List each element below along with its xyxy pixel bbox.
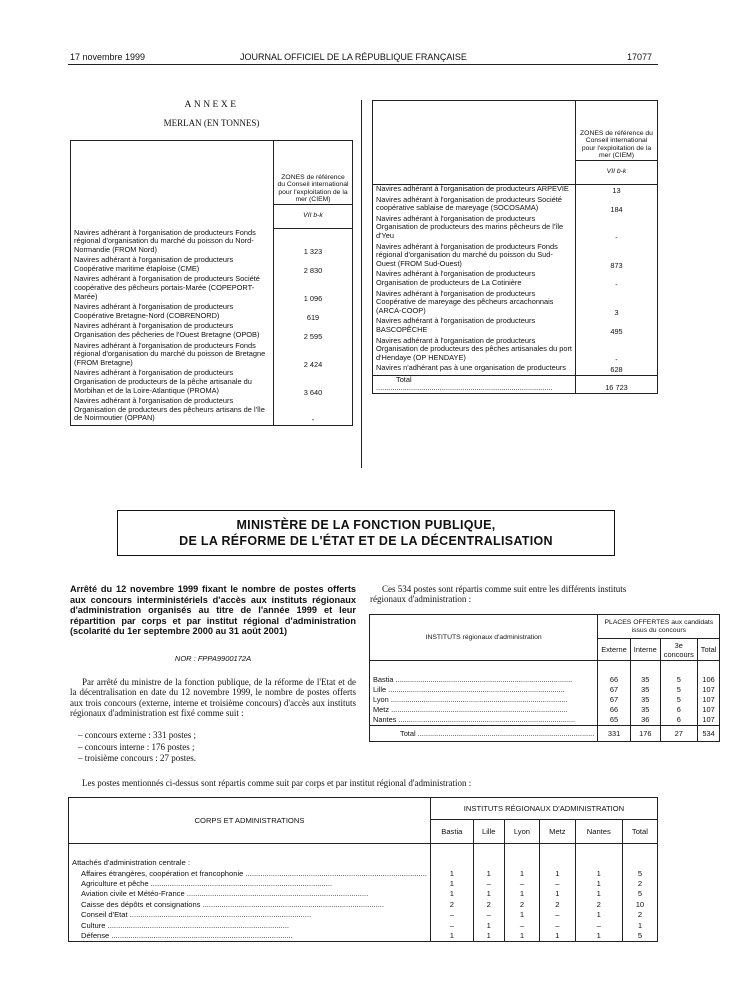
cell-value: 1 <box>540 868 576 878</box>
row-label: Navires adhérant à l'organisation de producteurs Coopérative maritime étaploise (CME) <box>71 256 274 275</box>
col-total: Total <box>622 820 657 844</box>
table-row <box>69 878 658 888</box>
row-value: 3 640 <box>274 369 353 397</box>
places-total-label: Total ..... <box>370 725 598 741</box>
cell-value: 1 <box>430 878 473 888</box>
cell-value: 1 <box>430 930 473 941</box>
cell-value: 1 <box>575 889 622 899</box>
cell-value: 1 <box>430 868 473 878</box>
table-row <box>71 369 353 397</box>
row-value: 873 <box>576 243 658 271</box>
table-row <box>370 715 720 726</box>
cell-value: 1 <box>575 930 622 941</box>
cell-value: 107 <box>697 705 720 715</box>
cell-value: 1 <box>540 889 576 899</box>
col-metz: Metz <box>540 820 576 844</box>
total-value: 16 723 <box>576 375 658 393</box>
col-3e-concours: 3e concours <box>660 639 697 661</box>
table-row <box>370 685 720 695</box>
row-value: - <box>576 215 658 243</box>
row-label: Navires adhérant à l'organisation de producteurs Organisation de producteurs de la pêche artisanale du Morbihan et de la Loire-Atlantique (PROMA) <box>71 369 274 397</box>
annex-table-left <box>70 140 353 426</box>
ministry-line1: MINISTÈRE DE LA FONCTION PUBLIQUE, <box>236 518 496 532</box>
institutes-header: INSTITUTS régionaux d'administration <box>370 615 598 661</box>
row-value: 13 <box>576 185 658 196</box>
decree-nor: NOR : FPPA9900172A <box>174 654 252 663</box>
zone-code: VII b-k <box>274 205 353 229</box>
row-label: Navires n'adhérant pas à une organisation de producteurs <box>373 364 576 375</box>
cell-value: 106 <box>697 675 720 685</box>
cell-value: 10 <box>622 899 657 909</box>
decree-title: Arrêté du 12 novembre 1999 fixant le nombre de postes offerts aux concours interministériels d'accès aux instituts régionaux d'administration organisés au titre de l'année 1999 et leur répartition par corps et par institut régional d'administration (scolarité du 1er septembre 2000 au 31 août 2001) <box>70 584 356 637</box>
row-value: 2 424 <box>274 342 353 370</box>
annex-subtitle: MERLAN (EN TONNES) <box>163 118 260 128</box>
cell-value: 2 <box>473 899 504 909</box>
row-label: Navires adhérant à l'organisation de producteurs Fonds régional d'organisation du marché du poisson de Bretagne (FROM Bretagne) <box>71 342 274 370</box>
table-row <box>71 322 353 341</box>
cell-value: – <box>504 920 539 930</box>
corps-name: Défense ..... <box>69 930 431 941</box>
col-bastia: Bastia <box>430 820 473 844</box>
cell-value: 1 <box>473 930 504 941</box>
table-row <box>71 256 353 275</box>
cell-value: 1 <box>575 909 622 919</box>
cell-value: – <box>540 878 576 888</box>
column-divider <box>361 100 362 468</box>
row-label: Navires adhérant à l'organisation de producteurs Organisation de producteurs des marins pêcheurs de l'île d'Yeu <box>373 215 576 243</box>
corps-group-header: INSTITUTS RÉGIONAUX D'ADMINISTRATION <box>430 798 657 820</box>
cell-value: 5 <box>660 685 697 695</box>
corps-section: Attachés d'administration centrale : <box>69 858 431 868</box>
col-lille: Lille <box>473 820 504 844</box>
cell-value: 5 <box>660 695 697 705</box>
ministry-banner <box>117 510 615 556</box>
col-externe: Externe <box>598 639 630 661</box>
ministry-line2: DE LA RÉFORME DE L'ÉTAT ET DE LA DÉCENTRALISATION <box>179 534 553 548</box>
table-row <box>69 889 658 899</box>
zones-header: ZONES de référence du Conseil international pour l'exploitation de la mer (CIEM) <box>274 141 353 205</box>
row-value: 1 096 <box>274 275 353 303</box>
places-total-value: 331 <box>598 725 630 741</box>
row-label: Navires adhérant à l'organisation de producteurs BASCOPÊCHE <box>373 317 576 336</box>
cell-value: 36 <box>630 715 660 726</box>
table-row <box>71 397 353 425</box>
header-date: 17 novembre 1999 <box>70 52 146 62</box>
cell-value: 2 <box>622 909 657 919</box>
cell-value: 1 <box>504 930 539 941</box>
row-value: 1 323 <box>274 229 353 257</box>
decree-items <box>78 730 196 765</box>
table-row <box>373 270 658 289</box>
cell-value: 35 <box>630 685 660 695</box>
cell-value: 66 <box>598 705 630 715</box>
row-label: Navires adhérant à l'organisation de producteurs Organisation de producteurs des pêches artisanales du port d'Hendaye (OP HENDAYE) <box>373 337 576 365</box>
places-group-header: PLACES OFFERTES aux candidats issus du concours <box>598 615 720 639</box>
cell-value: 35 <box>630 675 660 685</box>
cell-value: 6 <box>660 715 697 726</box>
places-total-value: 534 <box>697 725 720 741</box>
row-label: Navires adhérant à l'organisation de producteurs ARPEVIE <box>373 185 576 196</box>
row-label: Navires adhérant à l'organisation de producteurs Organisation de producteurs de La Cotinière <box>373 270 576 289</box>
corps-name: Culture ..... <box>69 920 431 930</box>
table-row <box>69 899 658 909</box>
table-row <box>71 303 353 322</box>
places-table <box>369 614 720 742</box>
row-value: 495 <box>576 317 658 336</box>
row-value: - <box>576 337 658 365</box>
table-row <box>373 243 658 271</box>
institute-name: Lille ..... <box>370 685 598 695</box>
cell-value: 1 <box>473 868 504 878</box>
cell-value: – <box>504 878 539 888</box>
cell-value: 67 <box>598 685 630 695</box>
row-label: Navires adhérant à l'organisation de producteurs Société coopérative des pêcheurs portais-Marée (COPEPORT-Marée) <box>71 275 274 303</box>
cell-value: 107 <box>697 695 720 705</box>
cell-value: 1 <box>504 889 539 899</box>
table-row <box>373 215 658 243</box>
row-value: 628 <box>576 364 658 375</box>
list-item: – concours externe : 331 postes ; <box>78 730 196 740</box>
cell-value: 1 <box>430 889 473 899</box>
corps-name: Aviation civile et Météo-France ..... <box>69 889 431 899</box>
places-intro: Ces 534 postes sont répartis comme suit entre les différents instituts régionaux d'administration : <box>370 584 627 605</box>
col-nantes: Nantes <box>575 820 622 844</box>
cell-value: 35 <box>630 695 660 705</box>
cell-value: 1 <box>622 920 657 930</box>
row-label: Navires adhérant à l'organisation de producteurs Coopérative Bretagne-Nord (COBRENORD) <box>71 303 274 322</box>
header-rule <box>68 64 658 65</box>
cell-value: 35 <box>630 705 660 715</box>
table-row <box>71 342 353 370</box>
cell-value: – <box>430 909 473 919</box>
cell-value: 1 <box>473 920 504 930</box>
row-value: 2 595 <box>274 322 353 341</box>
places-total-value: 27 <box>660 725 697 741</box>
cell-value: 5 <box>622 930 657 941</box>
cell-value: 1 <box>473 889 504 899</box>
table-row <box>69 868 658 878</box>
row-label: Navires adhérant à l'organisation de producteurs Coopérative de mareyage des pêcheurs arcachonnais (ARCA-COOP) <box>373 290 576 318</box>
cell-value: – <box>473 909 504 919</box>
table-row <box>370 705 720 715</box>
cell-value: 66 <box>598 675 630 685</box>
cell-value: 5 <box>660 675 697 685</box>
cell-value: 1 <box>575 878 622 888</box>
cell-value: 2 <box>575 899 622 909</box>
table-row <box>373 196 658 215</box>
cell-value: 1 <box>540 930 576 941</box>
zones-header-right: ZONES de référence du Conseil international pour l'exploitation de la mer (CIEM) <box>576 101 658 161</box>
row-label: Navires adhérant à l'organisation de producteurs Société coopérative sablaise de mareyage (SOCOSAMA) <box>373 196 576 215</box>
col-lyon: Lyon <box>504 820 539 844</box>
list-item: – concours interne : 176 postes ; <box>78 741 195 752</box>
table-row <box>71 229 353 257</box>
cell-value: – <box>540 920 576 930</box>
col-total: Total <box>697 639 720 661</box>
row-label: Navires adhérant à l'organisation de producteurs Organisation de producteurs des pêcheurs artisans de l'île de Noirmoutier (OPPAN) <box>71 397 274 425</box>
cell-value: – <box>540 909 576 919</box>
row-label: Navires adhérant à l'organisation de producteurs Fonds régional d'organisation du marché du poisson du Nord-Normandie (FROM Nord) <box>71 229 274 257</box>
corps-name: Conseil d'Etat ..... <box>69 909 431 919</box>
table-row <box>373 290 658 318</box>
institute-name: Metz ..... <box>370 705 598 715</box>
table-row <box>373 317 658 336</box>
corps-intro: Les postes mentionnés ci-dessus sont répartis comme suit par corps et par institut régional d'administration : <box>82 778 472 788</box>
list-item: – troisième concours : 27 postes. <box>78 753 196 763</box>
cell-value: 6 <box>660 705 697 715</box>
cell-value: 2 <box>540 899 576 909</box>
header-page-number: 17077 <box>627 52 653 62</box>
table-row <box>69 909 658 919</box>
table-row <box>69 930 658 941</box>
table-row <box>373 337 658 365</box>
row-value: 619 <box>274 303 353 322</box>
cell-value: – <box>430 920 473 930</box>
annex-title: ANNEXE <box>184 100 239 110</box>
row-value: 3 <box>576 290 658 318</box>
cell-value: 107 <box>697 715 720 726</box>
corps-name: Agriculture et pêche ..... <box>69 878 431 888</box>
col-interne: Interne <box>630 639 660 661</box>
row-value: 184 <box>576 196 658 215</box>
row-value: - <box>576 270 658 289</box>
cell-value: 5 <box>622 889 657 899</box>
cell-value: 107 <box>697 685 720 695</box>
cell-value: 2 <box>430 899 473 909</box>
places-total-value: 176 <box>630 725 660 741</box>
corps-name: Caisse des dépôts et consignations ..... <box>69 899 431 909</box>
annex-table-right <box>372 100 658 394</box>
cell-value: – <box>473 878 504 888</box>
corps-header: CORPS ET ADMINISTRATIONS <box>69 798 431 844</box>
cell-value: 5 <box>622 868 657 878</box>
row-label: Navires adhérant à l'organisation de producteurs Fonds régional d'organisation du marché du poisson du Sud-Ouest (FROM Sud-Ouest) <box>373 243 576 271</box>
cell-value: 2 <box>622 878 657 888</box>
row-value: - <box>274 397 353 425</box>
institute-name: Nantes ..... <box>370 715 598 726</box>
cell-value: 65 <box>598 715 630 726</box>
row-label: Navires adhérant à l'organisation de producteurs Organisation des pêcheries de l'Ouest Bretagne (OPOB) <box>71 322 274 341</box>
cell-value: 67 <box>598 695 630 705</box>
cell-value: – <box>575 920 622 930</box>
corps-name: Affaires étrangères, coopération et francophonie ..... <box>69 868 431 878</box>
institute-name: Bastia ..... <box>370 675 598 685</box>
table-row <box>370 695 720 705</box>
table-row <box>370 675 720 685</box>
total-label: Total ..... <box>373 375 576 393</box>
table-row <box>373 364 658 375</box>
decree-body: Par arrêté du ministre de la fonction publique, de la réforme de l'Etat et de la décentralisation en date du 12 novembre 1999, le nombre de postes offerts aux trois concours (externe, interne et troisième concours) d'accès aux instituts régionaux d'administration est fixé comme suit : <box>70 677 356 718</box>
zone-code-right: VII b-k <box>576 161 658 185</box>
row-value: 2 830 <box>274 256 353 275</box>
cell-value: 1 <box>504 868 539 878</box>
table-row <box>71 275 353 303</box>
cell-value: 1 <box>575 868 622 878</box>
table-row <box>373 185 658 196</box>
header-journal: JOURNAL OFFICIEL DE LA RÉPUBLIQUE FRANÇAISE <box>240 52 467 62</box>
cell-value: 1 <box>504 909 539 919</box>
institute-name: Lyon ..... <box>370 695 598 705</box>
corps-table <box>68 797 658 942</box>
table-row <box>69 920 658 930</box>
cell-value: 2 <box>504 899 539 909</box>
